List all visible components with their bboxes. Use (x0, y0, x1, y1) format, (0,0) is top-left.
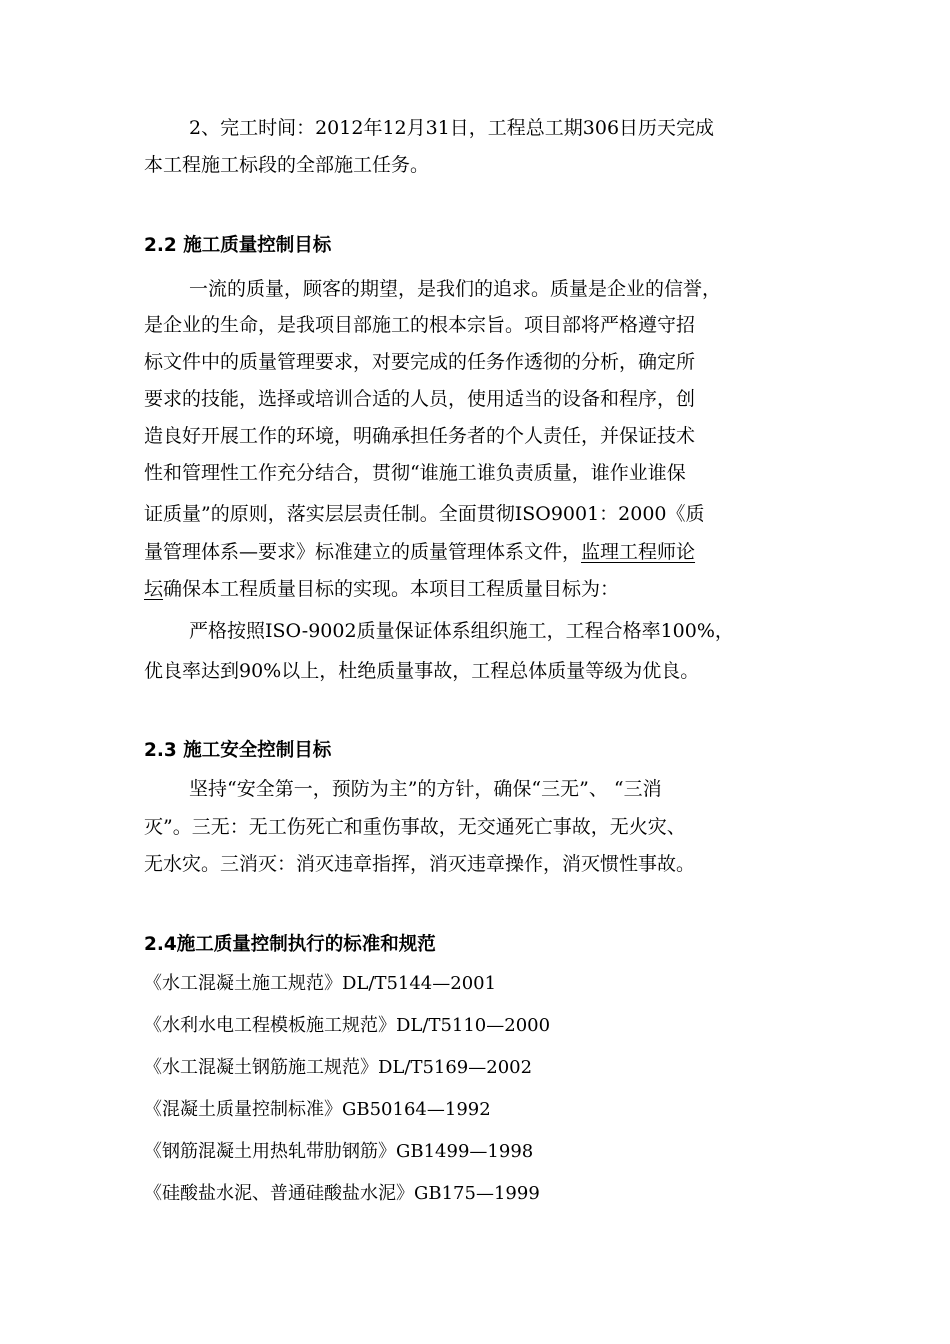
standard-item: 《水工混凝土施工规范》DL/T5144—2001 (144, 973, 497, 994)
section-2-2-heading: 2.2 施工质量控制目标 (144, 235, 332, 256)
standard-item: 《水利水电工程模板施工规范》DL/T5110—2000 (144, 1015, 551, 1036)
completion-line-1: 2、完工时间：2012年12月31日，工程总工期306日历天完成 (189, 117, 715, 139)
paragraph-line: 严格按照ISO-9002质量保证体系组织施工，工程合格率100%， (189, 620, 734, 642)
forum-link-continued[interactable]: 坛 (144, 578, 164, 600)
paragraph-line: 无水灾。三消灭：消灭违章指挥，消灭违章操作，消灭惯性事故。 (144, 853, 696, 875)
section-2-4-heading: 2.4施工质量控制执行的标准和规范 (144, 934, 436, 955)
paragraph-line: 性和管理性工作充分结合，贯彻“谁施工谁负责质量，谁作业谁保 (144, 462, 686, 484)
paragraph-line: 标文件中的质量管理要求，对要完成的任务作透彻的分析，确定所 (144, 351, 696, 373)
paragraph-line: 坚持“安全第一，预防为主”的方针，确保“三无”、 “三消 (189, 778, 662, 800)
paragraph-line: 造良好开展工作的环境，明确承担任务者的个人责任，并保证技术 (144, 425, 696, 447)
paragraph-line: 是企业的生命，是我项目部施工的根本宗旨。项目部将严格遵守招 (144, 314, 696, 336)
paragraph-line (144, 580, 619, 599)
paragraph-line: 要求的技能，选择或培训合适的人员，使用适当的设备和程序，创 (144, 388, 696, 410)
section-2-3-heading: 2.3 施工安全控制目标 (144, 740, 332, 761)
paragraph-text: 量管理体系—要求》标准建立的质量管理体系文件， (144, 541, 582, 563)
standard-item: 《钢筋混凝土用热轧带肋钢筋》GB1499—1998 (144, 1141, 534, 1162)
standard-item: 《混凝土质量控制标准》GB50164—1992 (144, 1099, 491, 1120)
paragraph-line (144, 543, 695, 562)
paragraph-line: 优良率达到90%以上，杜绝质量事故，工程总体质量等级为优良。 (144, 660, 700, 682)
standard-item: 《水工混凝土钢筋施工规范》DL/T5169—2002 (144, 1057, 533, 1078)
standard-item: 《硅酸盐水泥、普通硅酸盐水泥》GB175—1999 (144, 1183, 540, 1204)
forum-link[interactable]: 监理工程师论 (581, 541, 696, 563)
completion-line-2: 本工程施工标段的全部施工任务。 (144, 154, 430, 176)
paragraph-line: 灭”。三无：无工伤死亡和重伤事故，无交通死亡事故，无火灾、 (144, 816, 686, 838)
paragraph-text: 确保本工程质量目标的实现。本项目工程质量目标为： (163, 578, 620, 600)
paragraph-line: 证质量”的原则，落实层层责任制。全面贯彻ISO9001：2000《质 (144, 503, 705, 525)
paragraph-line: 一流的质量，顾客的期望，是我们的追求。质量是企业的信誉， (189, 278, 722, 300)
